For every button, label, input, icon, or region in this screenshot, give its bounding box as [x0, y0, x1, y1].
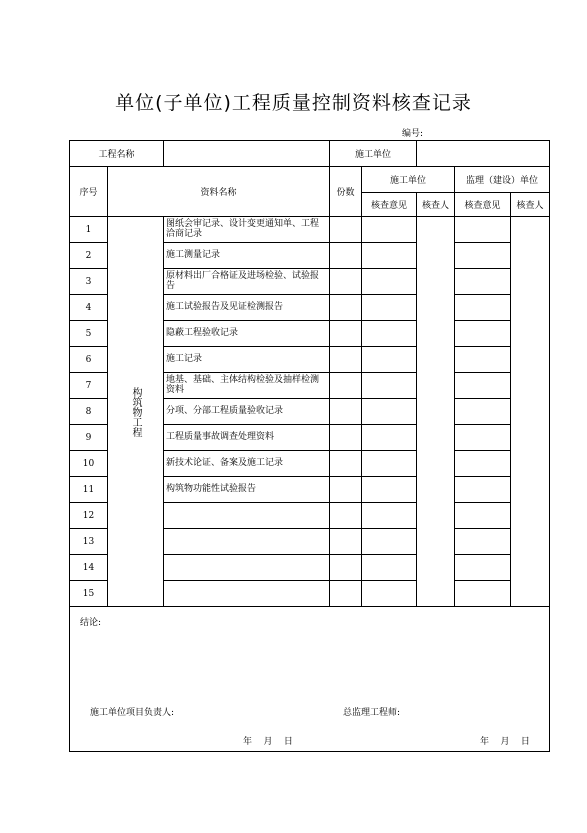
copies-cell[interactable] [330, 217, 362, 243]
row-number: 11 [70, 477, 108, 503]
row-number: 5 [70, 321, 108, 347]
row-doc-name: 施工试验报告及见证检测报告 [164, 295, 330, 321]
construction-unit-field[interactable] [417, 141, 550, 167]
check-opinion-2-cell[interactable] [455, 477, 511, 503]
copies-cell[interactable] [330, 399, 362, 425]
row-number: 8 [70, 399, 108, 425]
row-doc-name [164, 581, 330, 607]
copies-cell[interactable] [330, 555, 362, 581]
row-number: 14 [70, 555, 108, 581]
copies-cell[interactable] [330, 269, 362, 295]
col-check-opinion-header: 核查意见 [362, 193, 417, 217]
check-opinion-2-cell[interactable] [455, 503, 511, 529]
check-opinion-2-cell[interactable] [455, 243, 511, 269]
row-doc-name [164, 555, 330, 581]
check-opinion-cell[interactable] [362, 555, 417, 581]
row-number: 7 [70, 373, 108, 399]
row-doc-name: 工程质量事故调查处理资料 [164, 425, 330, 451]
check-opinion-2-cell[interactable] [455, 399, 511, 425]
check-opinion-cell[interactable] [362, 529, 417, 555]
check-opinion-cell[interactable] [362, 321, 417, 347]
row-doc-name: 施工测量记录 [164, 243, 330, 269]
check-opinion-cell[interactable] [362, 477, 417, 503]
row-number: 15 [70, 581, 108, 607]
date-right: 年 月 日 [480, 737, 530, 747]
row-number: 13 [70, 529, 108, 555]
row-number: 10 [70, 451, 108, 477]
checker-cell[interactable] [417, 217, 455, 607]
category-label: 构筑物工程 [130, 386, 141, 437]
row-doc-name: 分项、分部工程质量验收记录 [164, 399, 330, 425]
construction-manager-label: 施工单位项目负责人: [90, 708, 175, 718]
col-copies-header: 份数 [330, 167, 362, 217]
row-doc-name: 新技术论证、备案及施工记录 [164, 451, 330, 477]
col-supervision-unit-header: 监理（建设）单位 [455, 167, 550, 193]
check-opinion-2-cell[interactable] [455, 269, 511, 295]
row-number: 2 [70, 243, 108, 269]
row-doc-name: 地基、基础、主体结构检验及抽样检测资料 [164, 373, 330, 399]
copies-cell[interactable] [330, 295, 362, 321]
row-doc-name [164, 529, 330, 555]
row-number: 12 [70, 503, 108, 529]
check-opinion-2-cell[interactable] [455, 555, 511, 581]
check-opinion-cell[interactable] [362, 347, 417, 373]
code-label: 编号: [402, 129, 424, 139]
col-doc-name-header: 资料名称 [108, 167, 330, 217]
chief-supervisor-label: 总监理工程师: [343, 708, 401, 718]
check-opinion-2-cell[interactable] [455, 581, 511, 607]
check-opinion-cell[interactable] [362, 503, 417, 529]
check-opinion-2-cell[interactable] [455, 373, 511, 399]
copies-cell[interactable] [330, 529, 362, 555]
check-opinion-cell[interactable] [362, 399, 417, 425]
conclusion-section[interactable] [70, 607, 550, 752]
copies-cell[interactable] [330, 451, 362, 477]
project-name-field[interactable] [164, 141, 330, 167]
check-opinion-cell[interactable] [362, 373, 417, 399]
col-check-opinion-2-header: 核查意见 [455, 193, 511, 217]
copies-cell[interactable] [330, 243, 362, 269]
row-doc-name: 图纸会审记录、设计变更通知单、工程洽商记录 [164, 217, 330, 243]
check-opinion-cell[interactable] [362, 243, 417, 269]
checker-2-cell[interactable] [511, 217, 550, 607]
construction-unit-label: 施工单位 [330, 141, 417, 167]
row-doc-name: 构筑物功能性试验报告 [164, 477, 330, 503]
row-number: 6 [70, 347, 108, 373]
row-doc-name: 隐蔽工程验收记录 [164, 321, 330, 347]
page-title: 单位(子单位)工程质量控制资料核查记录 [115, 92, 472, 114]
check-opinion-2-cell[interactable] [455, 347, 511, 373]
check-opinion-2-cell[interactable] [455, 451, 511, 477]
row-number: 9 [70, 425, 108, 451]
conclusion-label: 结论: [80, 618, 102, 628]
copies-cell[interactable] [330, 503, 362, 529]
check-opinion-2-cell[interactable] [455, 529, 511, 555]
check-opinion-2-cell[interactable] [455, 321, 511, 347]
date-left: 年 月 日 [243, 737, 293, 747]
check-opinion-cell[interactable] [362, 295, 417, 321]
col-seq-header: 序号 [70, 167, 108, 217]
col-checker-2-header: 核查人 [511, 193, 550, 217]
category-cell [108, 217, 164, 607]
row-doc-name: 施工记录 [164, 347, 330, 373]
check-opinion-cell[interactable] [362, 581, 417, 607]
check-opinion-2-cell[interactable] [455, 217, 511, 243]
copies-cell[interactable] [330, 373, 362, 399]
col-construction-unit-header: 施工单位 [362, 167, 455, 193]
row-number: 3 [70, 269, 108, 295]
check-opinion-cell[interactable] [362, 269, 417, 295]
row-number: 4 [70, 295, 108, 321]
copies-cell[interactable] [330, 425, 362, 451]
project-name-label: 工程名称 [70, 141, 164, 167]
copies-cell[interactable] [330, 477, 362, 503]
copies-cell[interactable] [330, 581, 362, 607]
row-number: 1 [70, 217, 108, 243]
check-opinion-2-cell[interactable] [455, 425, 511, 451]
check-opinion-2-cell[interactable] [455, 295, 511, 321]
record-table [69, 140, 550, 752]
check-opinion-cell[interactable] [362, 451, 417, 477]
row-doc-name: 原材料出厂合格证及进场检验、试验报告 [164, 269, 330, 295]
copies-cell[interactable] [330, 321, 362, 347]
check-opinion-cell[interactable] [362, 425, 417, 451]
check-opinion-cell[interactable] [362, 217, 417, 243]
col-checker-header: 核查人 [417, 193, 455, 217]
table-row [70, 217, 550, 243]
row-doc-name [164, 503, 330, 529]
copies-cell[interactable] [330, 347, 362, 373]
